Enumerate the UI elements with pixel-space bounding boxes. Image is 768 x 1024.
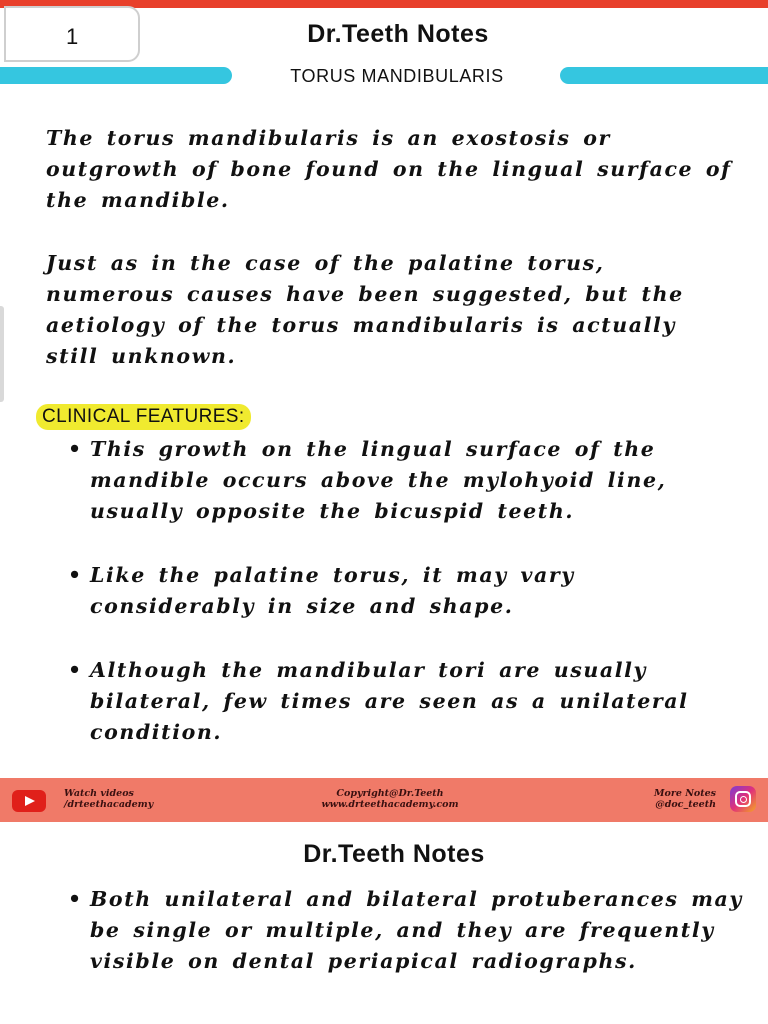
page-title: TORUS MANDIBULARIS xyxy=(290,66,504,86)
list-item-text: This growth on the lingual surface of the mandible occurs above the mylohyoid line, usually opposite the bicuspid teeth. xyxy=(90,437,667,523)
list-item xyxy=(64,884,744,977)
clinical-features-list xyxy=(64,434,744,781)
footer-copyright-label: Copyright@Dr.Teeth xyxy=(336,788,444,799)
brand-title: Dr.Teeth Notes xyxy=(307,20,489,48)
bullet-dot: • xyxy=(68,437,83,461)
next-page-brand-title: Dr.Teeth Notes xyxy=(303,840,485,868)
list-item-text: Like the palatine torus, it may vary considerably in size and shape. xyxy=(90,563,575,618)
footer-instagram-handle: @doc_teeth xyxy=(655,799,716,810)
footer-watch-handle: /drteethacademy xyxy=(64,799,154,810)
bullet-dot: • xyxy=(68,887,83,911)
page-footer xyxy=(0,778,768,822)
footer-watch-label: Watch videos xyxy=(64,788,134,799)
list-item xyxy=(64,655,744,748)
footer-copyright xyxy=(0,788,768,810)
instagram-icon[interactable] xyxy=(730,786,756,812)
footer-more-label: More Notes xyxy=(653,788,716,799)
footer-website[interactable]: www.drteethacademy.com xyxy=(321,799,459,810)
footer-more-notes[interactable] xyxy=(654,788,716,810)
next-page-list xyxy=(64,884,744,1010)
list-item-text: Although the mandibular tori are usually bilateral, few times are seen as a unilateral condition. xyxy=(90,658,689,744)
intro-paragraph-2: Just as in the case of the palatine torus, numerous causes have been suggested, but the aetiology of the torus mandibularis is actually still unknown. xyxy=(46,251,684,368)
side-edge-tab xyxy=(0,306,4,402)
title-bar-right xyxy=(560,67,768,84)
intro-paragraph-1: The torus mandibularis is an exostosis or outgrowth of bone found on the lingual surface of the mandible. xyxy=(46,126,732,212)
list-item-text: Both unilateral and bilateral protuberances may be single or multiple, and they are frequently visible on dental periapical radiographs. xyxy=(90,887,743,973)
list-item xyxy=(64,434,744,527)
clinical-features-heading: CLINICAL FEATURES: xyxy=(36,404,251,430)
title-bar-left xyxy=(0,67,232,84)
page-number: 1 xyxy=(66,24,79,49)
list-item xyxy=(64,560,744,622)
bullet-dot: • xyxy=(68,563,83,587)
bullet-dot: • xyxy=(68,658,83,682)
